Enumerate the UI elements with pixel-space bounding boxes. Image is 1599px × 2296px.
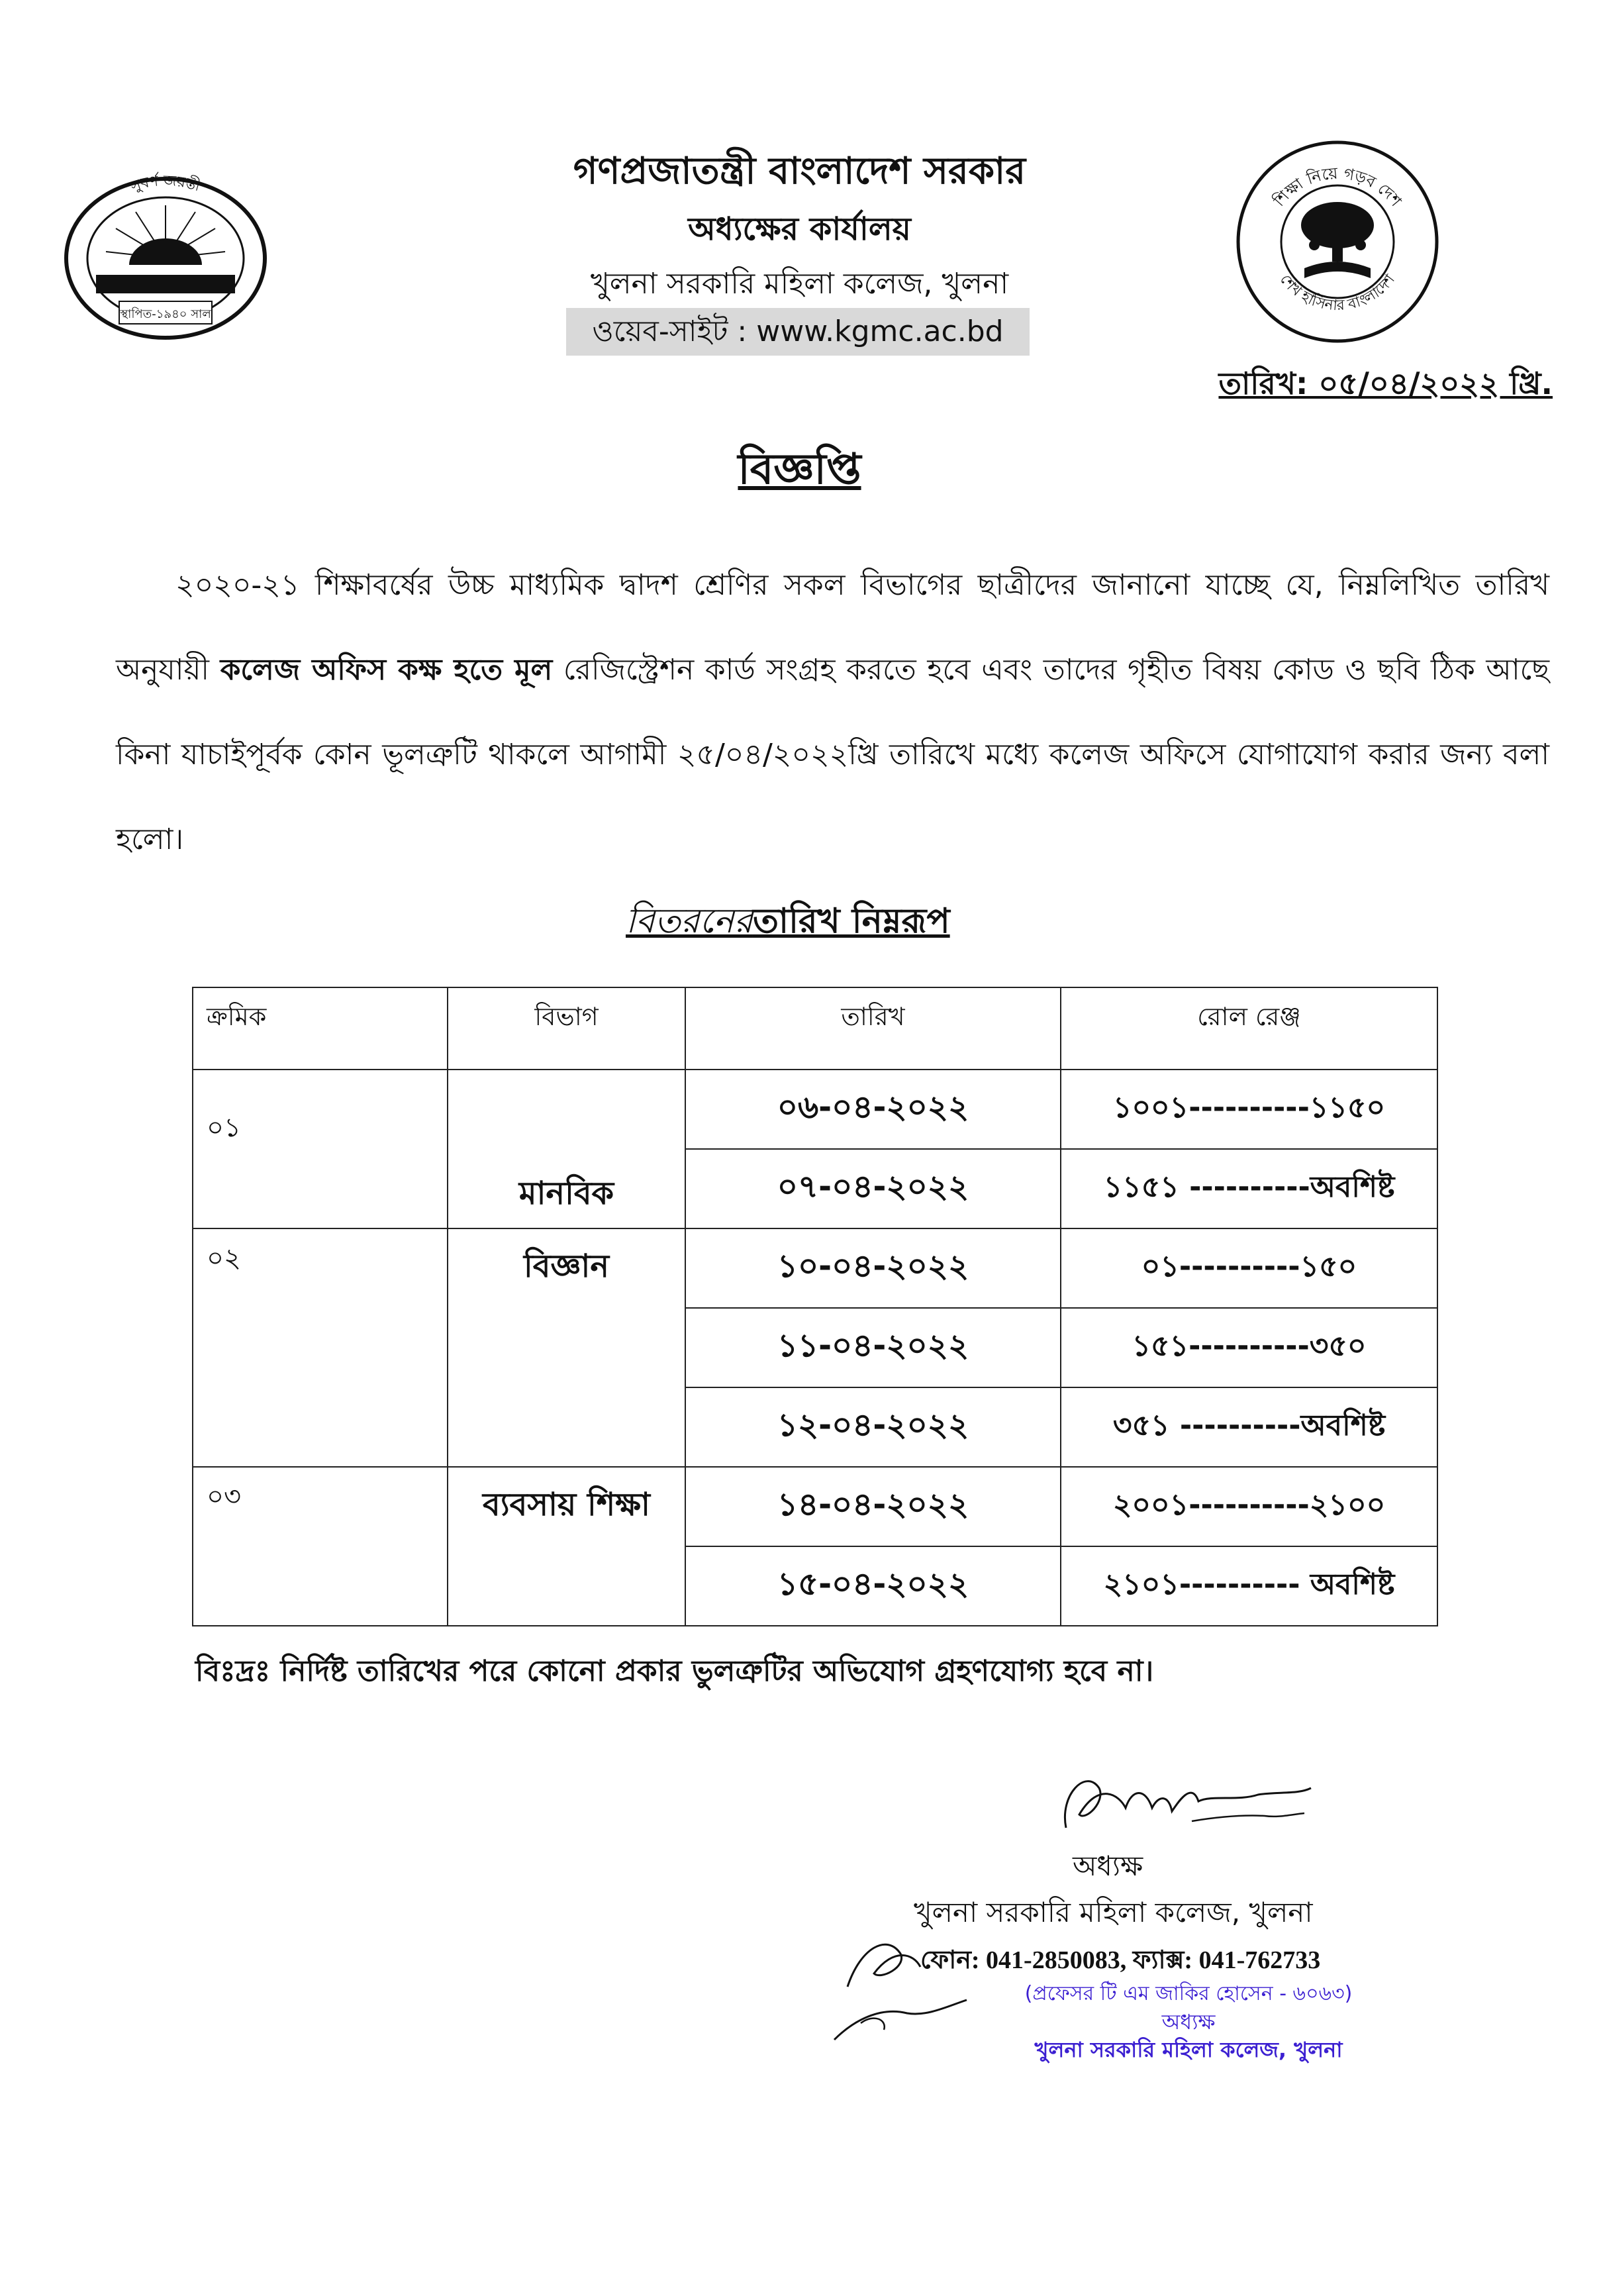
- roll-range-value: ১০০১----------১১৫০: [1112, 1090, 1386, 1124]
- distribution-schedule-table: [192, 987, 1438, 1626]
- table-header-row: [193, 987, 1437, 1070]
- department-cell: [448, 1467, 685, 1626]
- serial-number: ০৩: [207, 1481, 242, 1512]
- stamp-designation: অধ্যক্ষ: [1161, 2009, 1216, 2034]
- principal-stamp: [1003, 1980, 1374, 2064]
- svg-text:শিক্ষা নিয়ে গড়ব দেশ: শিক্ষা নিয়ে গড়ব দেশ: [1270, 164, 1406, 211]
- department-name: মানবিক: [518, 1175, 614, 1212]
- website-line: ওয়েব-সাইট : www.kgmc.ac.bd: [566, 308, 1030, 356]
- serial-cell: [193, 1467, 448, 1626]
- roll-range-value: ১১৫১ ----------অবশিষ্ট: [1103, 1170, 1395, 1204]
- roll-range-value: ২০০১----------২১০০: [1112, 1487, 1386, 1522]
- subtitle-handwritten: বিতরনের: [626, 901, 753, 941]
- department-name: ব্যবসায় শিক্ষা: [483, 1486, 650, 1523]
- serial-number: ০১: [207, 1113, 241, 1143]
- date-cell: [685, 1070, 1061, 1149]
- stamp-name: (প্রফেসর টি এম জাকির হোসেন - ৬০৬৩): [1024, 1982, 1353, 2005]
- notice-title: বিজ্ঞপ্তি: [738, 445, 861, 494]
- signature-phone-fax: ফোন: 041-2850083, ফ্যাক্স: 041-762733: [920, 1946, 1321, 1974]
- date-cell: [685, 1149, 1061, 1228]
- body-part-1: ২০২০-২১ শিক্ষাবর্ষের উচ্চ মাধ্যমিক দ্বাদশ শ্রেণির সকল বিভাগের ছাত্রীদের জানানো যাচ্ছে যে, নিম্নলিখিত তারিখ অনুযায়ী: [116, 568, 1549, 687]
- date-cell: [685, 1546, 1061, 1626]
- department-cell: [448, 1228, 685, 1467]
- header-department: বিভাগ: [448, 987, 685, 1070]
- date-cell: [685, 1387, 1061, 1467]
- roll-cell: [1061, 1546, 1437, 1626]
- schedule-subtitle: [626, 894, 950, 952]
- roll-cell: [1061, 1228, 1437, 1308]
- date-value: ১৫-০৪-২০২২: [777, 1565, 969, 1603]
- signature-designation: অধ্যক্ষ: [1073, 1850, 1143, 1882]
- note-text: বিঃদ্রঃ নির্দিষ্ট তারিখের পরে কোনো প্রকার ভুলত্রুটির অভিযোগ গ্রহণযোগ্য হবে না।: [195, 1654, 1154, 1688]
- government-title: গণপ্রজাতন্ত্রী বাংলাদেশ সরকার: [573, 150, 1026, 193]
- roll-range-value: ০১----------১৫০: [1141, 1249, 1357, 1283]
- handwritten-initials: [821, 1907, 980, 2060]
- serial-cell: [193, 1228, 448, 1467]
- serial-cell: [193, 1070, 448, 1228]
- table-row: [193, 1228, 1437, 1308]
- svg-text:সুবর্ণ জয়ন্তী: সুবর্ণ জয়ন্তী: [128, 172, 202, 195]
- date-value: ০৬-০৪-২০২২: [777, 1088, 969, 1126]
- date-value: ১১-০৪-২০২২: [777, 1326, 969, 1364]
- roll-cell: [1061, 1387, 1437, 1467]
- roll-cell: [1061, 1070, 1437, 1149]
- notice-date: তারিখ: ০৫/০৪/২০২২ খ্রি.: [1218, 366, 1553, 401]
- table-row: [193, 1070, 1437, 1149]
- header-serial: ক্রমিক: [193, 987, 448, 1070]
- header-roll-range: রোল রেঞ্জ: [1061, 987, 1437, 1070]
- office-title: অধ্যক্ষের কার্যালয়: [688, 211, 911, 248]
- body-part-2: রেজিস্ট্রেশন কার্ড সংগ্রহ করতে হবে এবং তাদের গৃহীত বিষয় কোড ও ছবি ঠিক আছে কিনা যাচাইপূর্বক কোন ভূলত্রুটি থাকলে আগামী ২৫/০৪/২০২২খ্রি তারিখে মধ্যে কলেজ অফিসে যোগাযোগ করার জন্য বলা হলো।: [116, 653, 1550, 856]
- roll-cell: [1061, 1308, 1437, 1387]
- svg-text:শেখ হাসিনার বাংলাদেশ: শেখ হাসিনার বাংলাদেশ: [1276, 271, 1399, 315]
- table-row: [193, 1467, 1437, 1546]
- serial-number: ০২: [207, 1243, 242, 1273]
- date-value: ০৭-০৪-২০২২: [777, 1168, 969, 1205]
- date-value: ১০-০৪-২০২২: [777, 1247, 969, 1285]
- roll-cell: [1061, 1149, 1437, 1228]
- date-value: ১৪-০৪-২০২২: [777, 1485, 969, 1523]
- stamp-college: খুলনা সরকারি মহিলা কলেজ, খুলনা: [1034, 2037, 1343, 2062]
- header-date: তারিখ: [685, 987, 1061, 1070]
- roll-range-value: ২১০১---------- অবশিষ্ট: [1103, 1567, 1395, 1601]
- college-name: খুলনা সরকারি মহিলা কলেজ, খুলনা: [590, 267, 1009, 301]
- department-cell: [448, 1070, 685, 1228]
- subtitle-printed: তারিখ নিম্নরূপ: [752, 901, 950, 941]
- svg-text:স্থাপিত-১৯৪০ সাল: স্থাপিত-১৯৪০ সাল: [120, 307, 211, 321]
- body-bold-part: কলেজ অফিস কক্ষ হতে মূল: [220, 653, 553, 687]
- roll-cell: [1061, 1467, 1437, 1546]
- roll-range-value: ১৫১----------৩৫০: [1132, 1328, 1367, 1363]
- roll-range-value: ৩৫১ ----------অবশিষ্ট: [1112, 1408, 1386, 1442]
- date-cell: [685, 1467, 1061, 1546]
- department-name: বিজ্ঞান: [524, 1248, 609, 1285]
- notice-body: [116, 543, 1549, 882]
- date-cell: [685, 1308, 1061, 1387]
- date-value: ১২-০৪-২০২২: [777, 1406, 969, 1444]
- date-cell: [685, 1228, 1061, 1308]
- signature-college: খুলনা সরকারি মহিলা কলেজ, খুলনা: [914, 1896, 1313, 1928]
